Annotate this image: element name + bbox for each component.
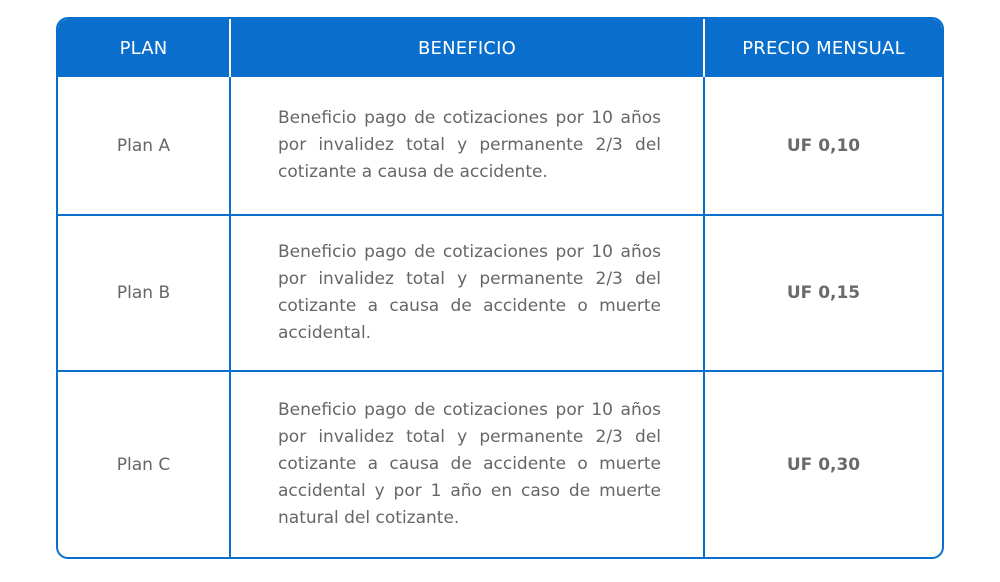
plan-benefit bbox=[230, 371, 704, 557]
plan-price: UF 0,15 bbox=[704, 215, 942, 371]
header-price: PRECIO MENSUAL bbox=[704, 19, 942, 77]
plans-table bbox=[58, 19, 942, 557]
header-benefit: BENEFICIO bbox=[230, 19, 704, 77]
plan-price: UF 0,30 bbox=[704, 371, 942, 557]
plan-benefit-text: Beneficio pago de cotizaciones por 10 años por invalidez total y permanente 2/3 del cotizante a causa de accidente o muerte accidental. bbox=[278, 242, 661, 343]
plan-name: Plan B bbox=[58, 215, 230, 371]
plan-price: UF 0,10 bbox=[704, 77, 942, 215]
plan-benefit-text: Beneficio pago de cotizaciones por 10 años por invalidez total y permanente 2/3 del cotizante a causa de accidente. bbox=[278, 108, 661, 182]
header-plan: PLAN bbox=[58, 19, 230, 77]
table-header bbox=[58, 19, 942, 77]
table-row bbox=[58, 77, 942, 215]
plan-benefit-text: Beneficio pago de cotizaciones por 10 años por invalidez total y permanente 2/3 del cotizante a causa de accidente o muerte accidental y por 1 año en caso de muerte natural del cotizante. bbox=[278, 400, 661, 528]
table-row bbox=[58, 215, 942, 371]
plan-name: Plan A bbox=[116, 135, 171, 156]
plan-benefit bbox=[230, 215, 704, 371]
plan-benefit bbox=[230, 77, 704, 215]
plan-name: Plan C bbox=[58, 371, 230, 557]
table-body bbox=[58, 77, 942, 557]
table-row bbox=[58, 371, 942, 557]
plans-table-container bbox=[56, 17, 944, 559]
header-row bbox=[58, 19, 942, 77]
